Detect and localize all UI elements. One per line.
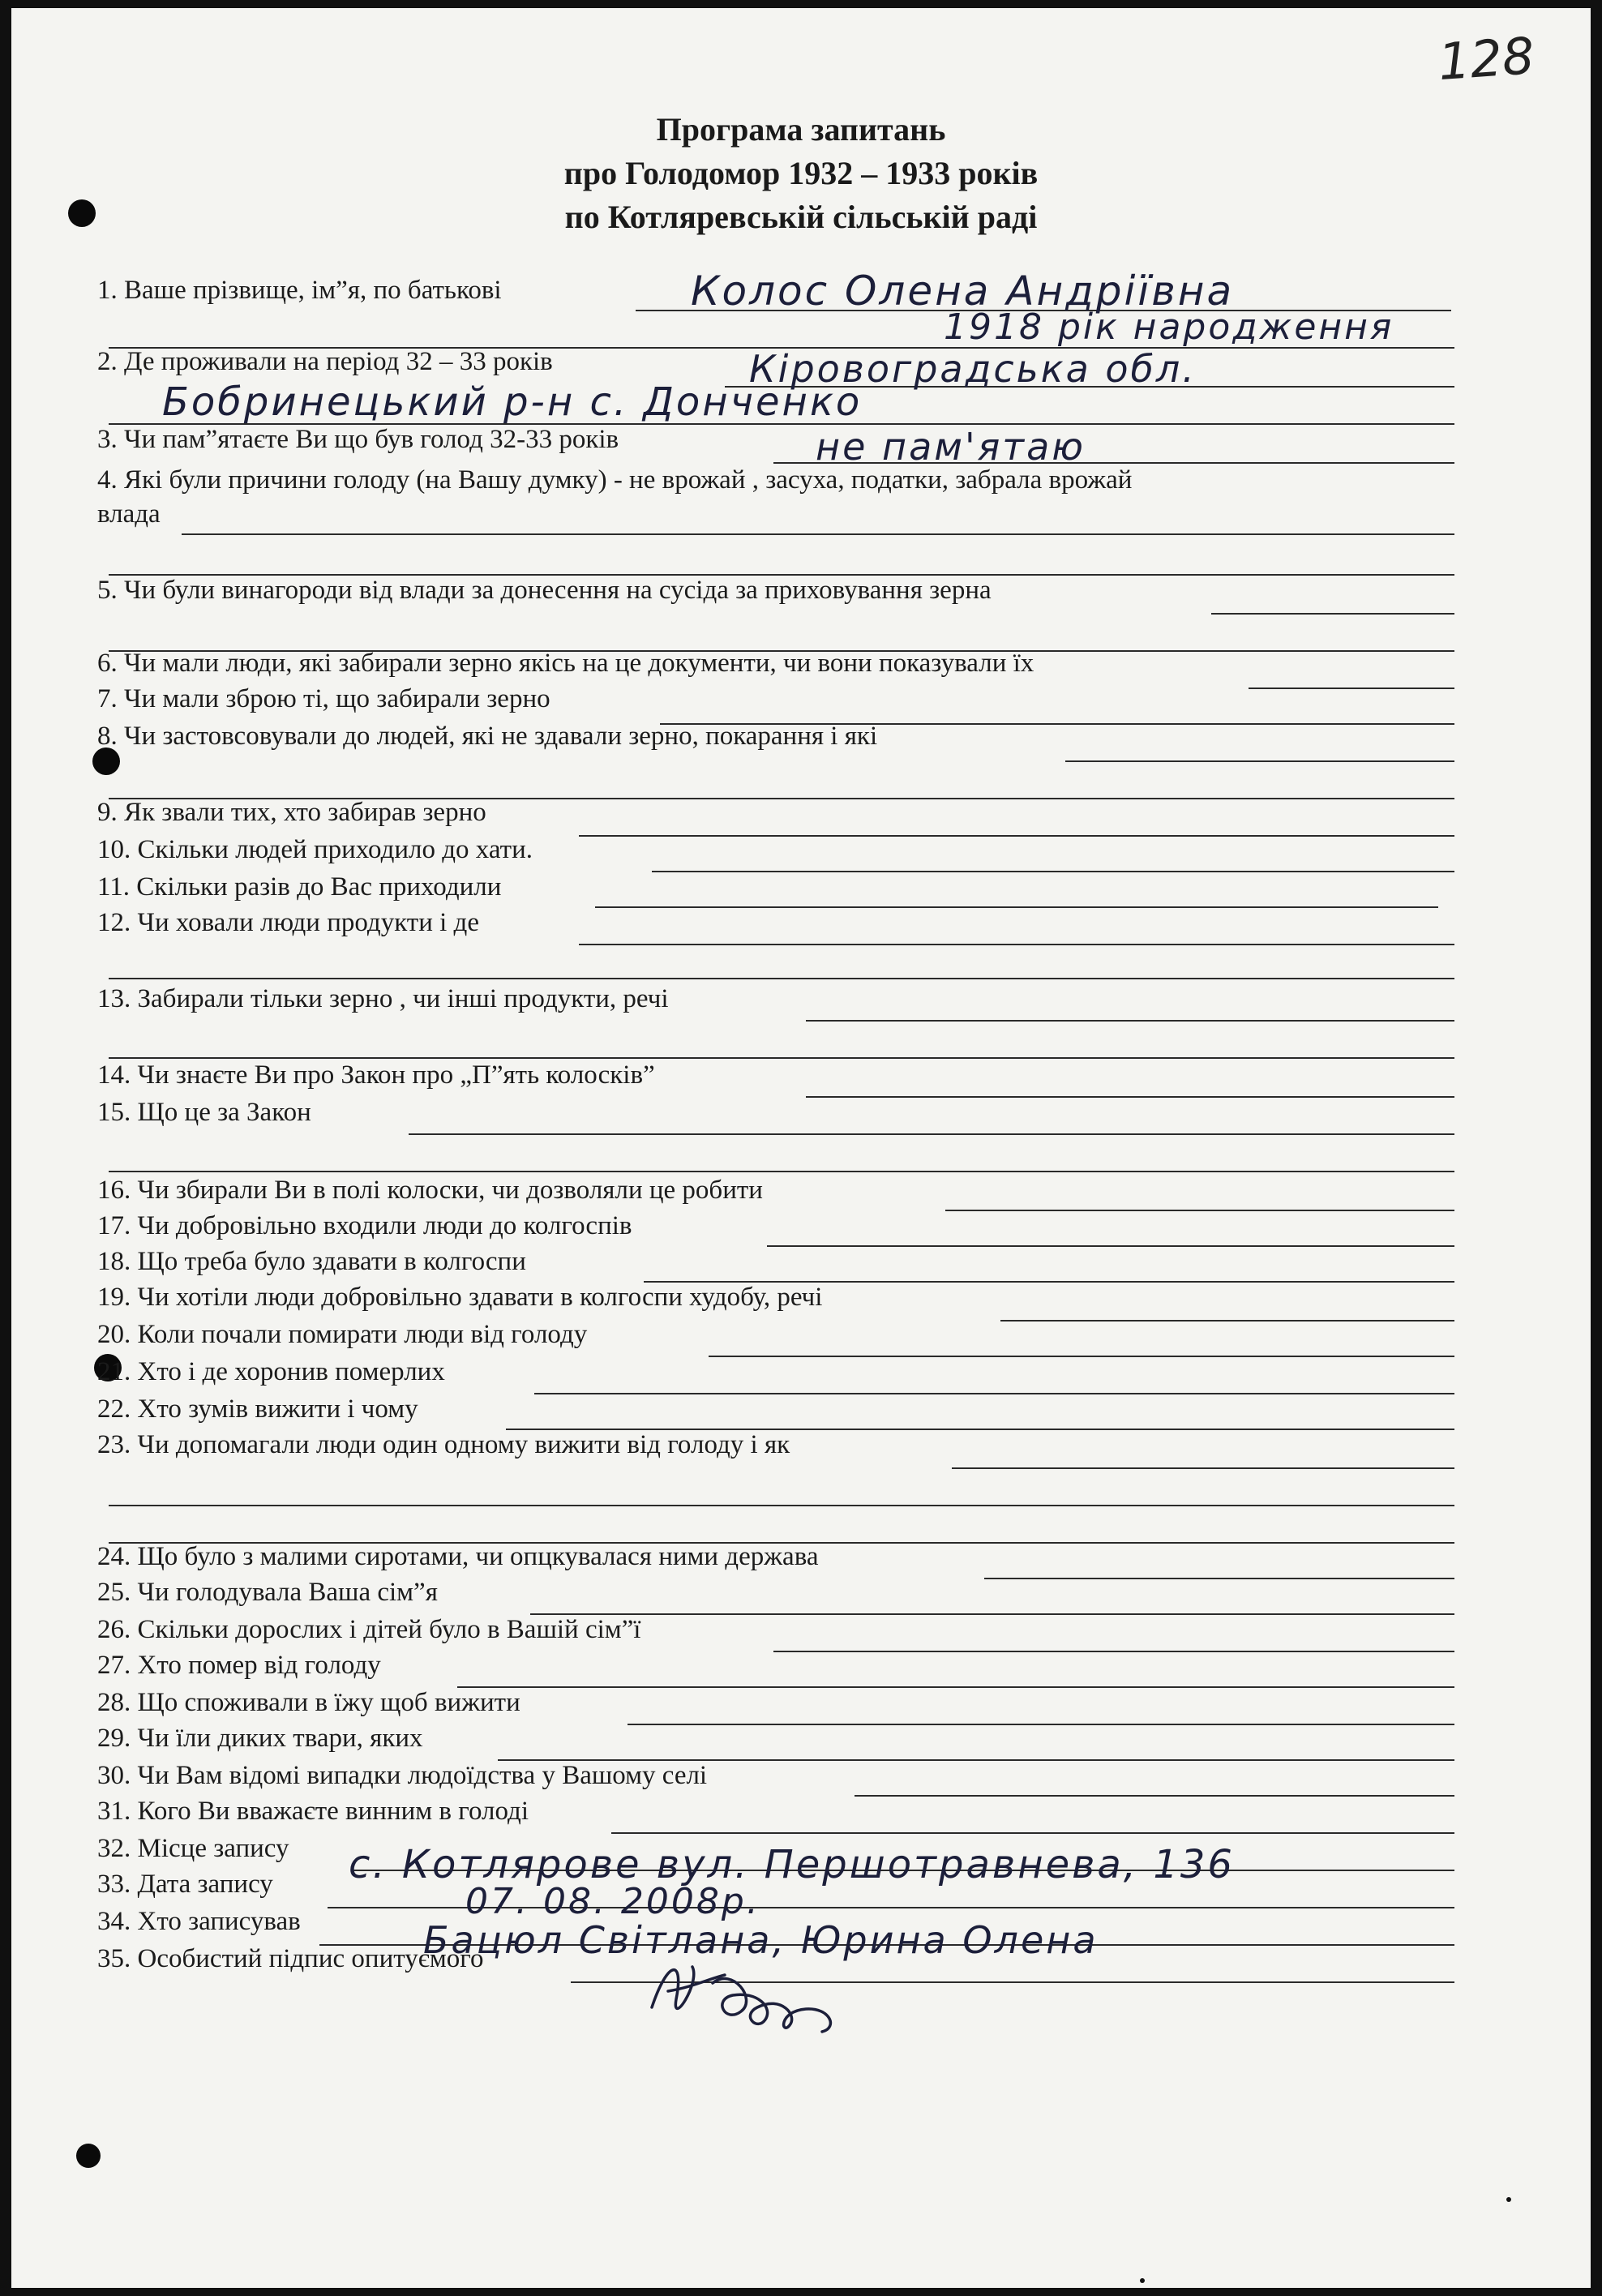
question-34: 34. Хто записував bbox=[97, 1907, 301, 1936]
question-6: 6. Чи мали люди, які забирали зерно якісь на це документи, чи вони показували їх bbox=[97, 649, 1034, 678]
answer-32-place: с. Котлярове вул. Першотравнева, 136 bbox=[349, 1842, 1235, 1887]
question-18: 18. Що треба було здавати в колгоспи bbox=[97, 1247, 526, 1276]
question-28: 28. Що споживали в їжу щоб вижити bbox=[97, 1688, 520, 1717]
question-4: 4. Які були причини голоду (на Вашу думку) - не врожай , засуха, податки, забрала врожай bbox=[97, 465, 1133, 495]
answer-line bbox=[506, 1429, 1454, 1430]
answer-line bbox=[530, 1613, 1454, 1615]
answer-line bbox=[952, 1467, 1454, 1469]
answer-line bbox=[579, 944, 1454, 945]
answer-line bbox=[109, 1542, 1454, 1544]
answer-line bbox=[806, 1096, 1454, 1098]
answer-line bbox=[595, 906, 1438, 908]
answer-line bbox=[1211, 613, 1454, 615]
title-line-2: про Голодомор 1932 – 1933 років bbox=[563, 155, 1039, 191]
question-12: 12. Чи ховали люди продукти і де bbox=[97, 908, 479, 937]
answer-line bbox=[611, 1832, 1454, 1834]
question-16: 16. Чи збирали Ви в полі колоски, чи дозволяли це робити bbox=[97, 1176, 763, 1205]
answer-2-region: Кіровоградська обл. bbox=[749, 347, 1197, 391]
q4-continuation: влада bbox=[97, 499, 161, 529]
question-30: 30. Чи Вам відомі випадки людоїдства у Вашому селі bbox=[97, 1761, 708, 1790]
question-22: 22. Хто зумів вижити і чому bbox=[97, 1394, 418, 1424]
answer-line bbox=[644, 1281, 1454, 1283]
question-8: 8. Чи застовсовували до людей, які не здавали зерно, покарання і які bbox=[97, 722, 878, 751]
punch-hole bbox=[76, 2144, 101, 2168]
question-20: 20. Коли почали помирати люди від голоду bbox=[97, 1320, 588, 1349]
answer-3: не пам'ятаю bbox=[816, 425, 1086, 469]
question-2: 2. Де проживали на період 32 – 33 років bbox=[97, 347, 553, 376]
answer-line bbox=[109, 1057, 1454, 1059]
question-29: 29. Чи їли диких твари, яких bbox=[97, 1724, 423, 1753]
answer-line bbox=[109, 798, 1454, 799]
answer-line bbox=[652, 871, 1454, 872]
answer-line bbox=[806, 1020, 1454, 1022]
question-33: 33. Дата запису bbox=[97, 1870, 273, 1899]
question-5: 5. Чи були винагороди від влади за донесення на сусіда за приховування зерна bbox=[97, 576, 992, 605]
question-23: 23. Чи допомагали люди один одному вижити від голоду і як bbox=[97, 1430, 790, 1459]
signature bbox=[636, 1951, 895, 2048]
question-32: 32. Місце запису bbox=[97, 1834, 289, 1863]
answer-line bbox=[457, 1686, 1454, 1688]
answer-line bbox=[109, 650, 1454, 652]
answer-2-district: Бобринецький р-н с. Донченко bbox=[162, 379, 863, 425]
document-page bbox=[11, 8, 1591, 2288]
answer-line bbox=[1000, 1320, 1454, 1321]
question-31: 31. Кого Ви вважаєте винним в голоді bbox=[97, 1797, 529, 1826]
answer-line bbox=[109, 1505, 1454, 1506]
speck bbox=[1140, 2278, 1145, 2283]
answer-33-date: 07. 08. 2008р. bbox=[465, 1881, 760, 1922]
answer-line bbox=[984, 1578, 1454, 1579]
answer-line bbox=[579, 835, 1454, 837]
question-35: 35. Особистий підпис опитуємого bbox=[97, 1944, 484, 1973]
question-25: 25. Чи голодувала Ваша сім”я bbox=[97, 1578, 438, 1607]
answer-line bbox=[409, 1133, 1454, 1135]
question-15: 15. Що це за Закон bbox=[97, 1098, 311, 1127]
question-26: 26. Скільки дорослих і дітей було в Вашій сім”ї bbox=[97, 1615, 641, 1644]
question-27: 27. Хто помер від голоду bbox=[97, 1651, 381, 1680]
question-10: 10. Скільки людей приходило до хати. bbox=[97, 835, 533, 864]
answer-line bbox=[767, 1245, 1454, 1247]
answer-line bbox=[945, 1210, 1454, 1211]
answer-line bbox=[498, 1759, 1454, 1761]
answer-line bbox=[109, 574, 1454, 576]
question-19: 19. Чи хотіли люди добровільно здавати в колгоспи худобу, речі bbox=[97, 1283, 823, 1312]
answer-line bbox=[855, 1795, 1454, 1797]
question-3: 3. Чи пам”ятаєте Ви що був голод 32-33 років bbox=[97, 425, 619, 454]
answer-line bbox=[109, 1171, 1454, 1172]
question-17: 17. Чи добровільно входили люди до колгоспів bbox=[97, 1211, 632, 1240]
question-1: 1. Ваше прізвище, ім”я, по батькові bbox=[97, 276, 502, 305]
answer-1-birth: 1918 рік народження bbox=[944, 306, 1394, 348]
answer-line bbox=[109, 978, 1454, 979]
answer-line bbox=[773, 1651, 1454, 1652]
page-number: 128 bbox=[1436, 25, 1536, 92]
answer-line bbox=[1065, 760, 1454, 762]
question-14: 14. Чи знаєте Ви про Закон про „П”ять колосків” bbox=[97, 1060, 655, 1090]
title-line-1: Програма запитань bbox=[656, 111, 946, 148]
speck bbox=[1506, 2197, 1511, 2202]
answer-1-name: Колос Олена Андріївна bbox=[691, 268, 1235, 315]
question-13: 13. Забирали тільки зерно , чи інші продукти, речі bbox=[97, 984, 669, 1013]
answer-line bbox=[660, 723, 1454, 725]
answer-line bbox=[628, 1724, 1454, 1725]
answer-line bbox=[182, 533, 1454, 535]
answer-line bbox=[1249, 688, 1454, 689]
answer-34-recorder: Бацюл Світлана, Юрина Олена bbox=[423, 1918, 1099, 1962]
answer-line bbox=[709, 1356, 1454, 1357]
question-21: 21. Хто і де хоронив померлих bbox=[97, 1357, 445, 1386]
question-11: 11. Скільки разів до Вас приходили bbox=[97, 872, 502, 902]
question-7: 7. Чи мали зброю ті, що забирали зерно bbox=[97, 684, 550, 713]
title-line-3: по Котляревській сільській раді bbox=[564, 199, 1038, 235]
answer-line bbox=[534, 1393, 1454, 1394]
question-9: 9. Як звали тих, хто забирав зерно bbox=[97, 798, 486, 827]
question-24: 24. Що було з малими сиротами, чи опцкувалася ними держава bbox=[97, 1542, 819, 1571]
